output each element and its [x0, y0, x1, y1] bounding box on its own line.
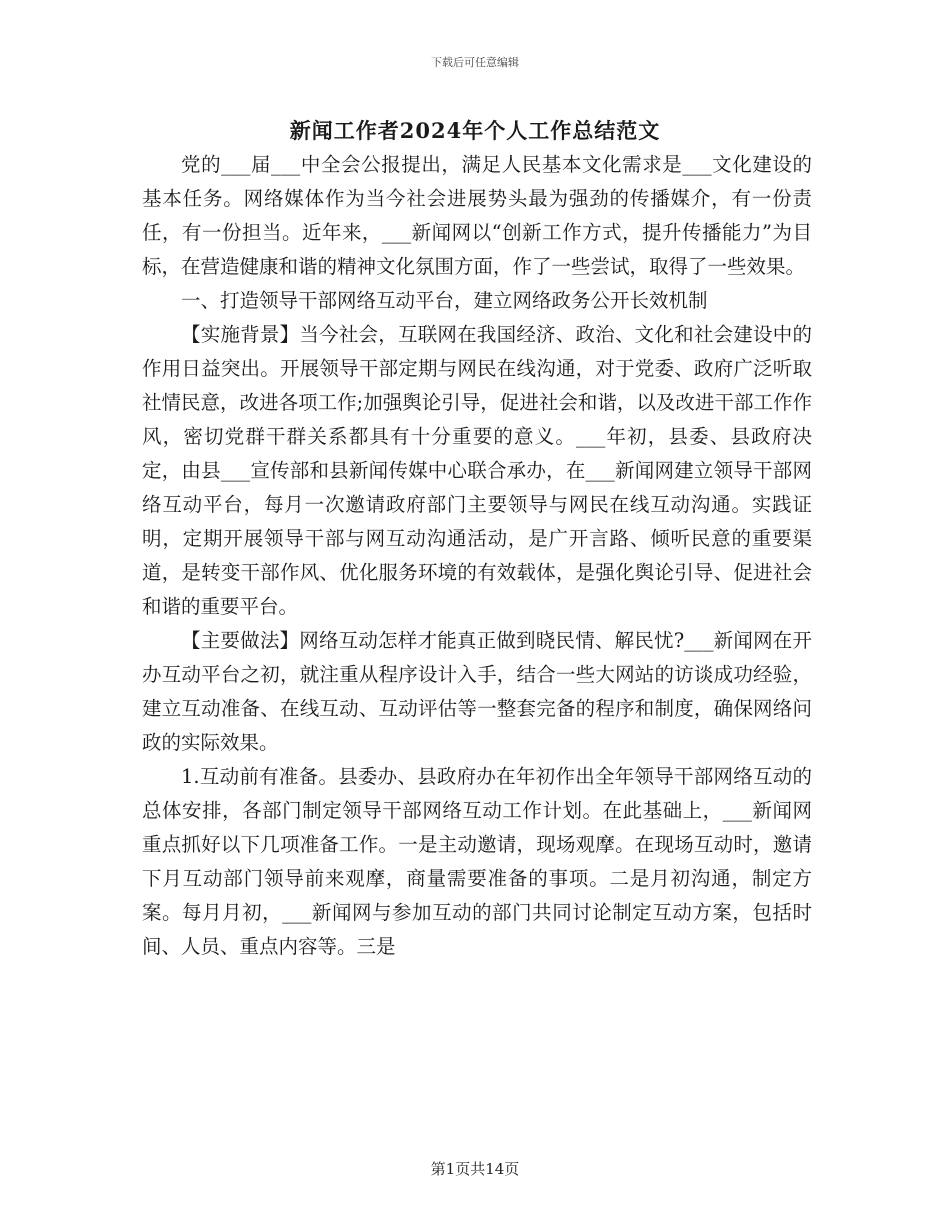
paragraph-main-methods: 【主要做法】网络互动怎样才能真正做到晓民情、解民忧?___新闻网在开办互动平台之初，就注重从程序设计入手，结合一些大网站的访谈成功经验，建立互动准备、在线互动、互动评估等一整套完备的程序和制度，确保网络问政的实际效果。: [142, 629, 812, 754]
paragraph-intro: 党的___届___中全会公报提出，满足人民基本文化需求是___文化建设的基本任务。网络媒体作为当今社会进展势头最为强劲的传播媒介，有一份责任，有一份担当。近年来，___新闻网以“创新工作方式，提升传播能力”为目标，在营造健康和谐的精神文化氛围方面，作了一些尝试，取得了一些效果。: [142, 153, 812, 278]
document-body: [142, 148, 812, 964]
paragraph-background: 【实施背景】当今社会，互联网在我国经济、政治、文化和社会建设中的作用日益突出。开展领导干部定期与网民在线沟通，对于党委、政府广泛听取社情民意，改进各项工作;加强舆论引导，促进社会和谐，以及改进干部工作作风，密切党群干群关系都具有十分重要的意义。___年初，县委、县政府决定，由县___宣传部和县新闻传媒中心联合承办，在___新闻网建立领导干部网络互动平台，每月一次邀请政府部门主要领导与网民在线互动沟通。实践证明，定期开展领导干部与网互动沟通活动，是广开言路、倾听民意的重要渠道，是转变干部作风、优化服务环境的有效载体，是强化舆论引导、促进社会和谐的重要平台。: [142, 323, 812, 618]
paragraph-item-1: 1.互动前有准备。县委办、县政府办在年初作出全年领导干部网络互动的总体安排，各部门制定领导干部网络互动工作计划。在此基础上，___新闻网重点抓好以下几项准备工作。一是主动邀请，现场观摩。在现场互动时，邀请下月互动部门领导前来观摩，商量需要准备的事项。二是月初沟通，制定方案。每月月初，___新闻网与参加互动的部门共同讨论制定互动方案，包括时间、人员、重点内容等。三是: [142, 765, 812, 958]
section-heading-1: 一、打造领导干部网络互动平台，建立网络政务公开长效机制: [181, 289, 708, 312]
page-title: 新闻工作者2024年个人工作总结范文: [289, 118, 661, 143]
page-footer: 第1页共14页: [430, 1160, 520, 1178]
header-note: 下载后可任意编辑: [431, 56, 519, 69]
